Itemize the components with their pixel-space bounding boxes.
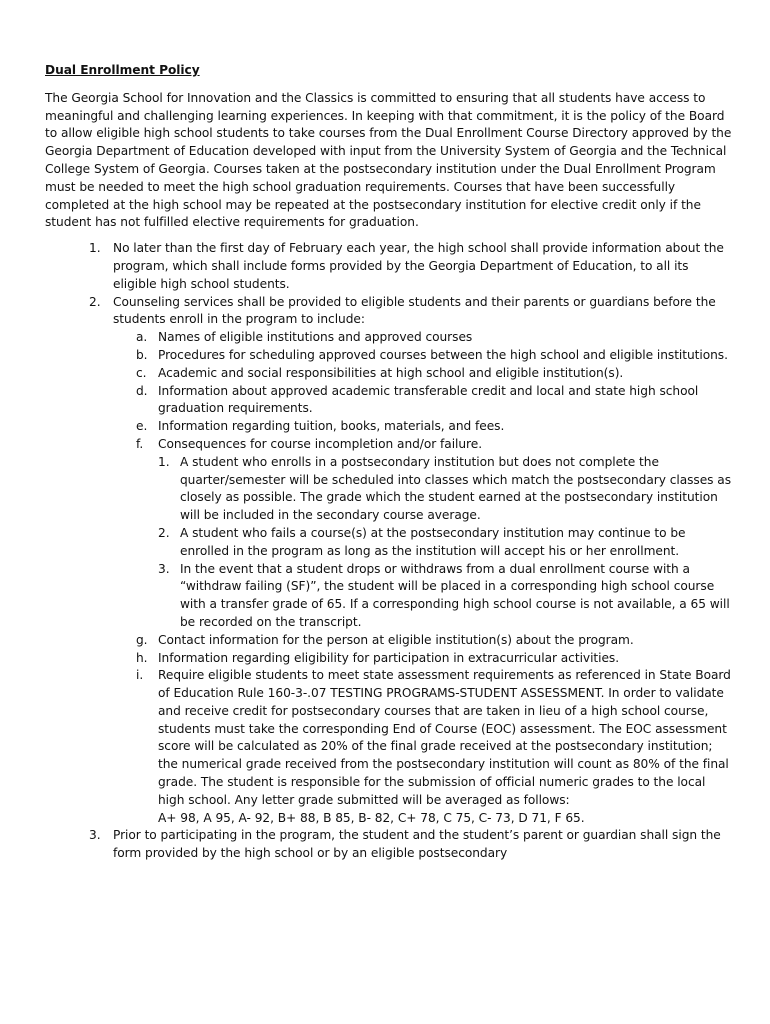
grade-scale: A+ 98, A 95, A- 92, B+ 88, B 85, B- 82, C+ 78, C 75, C- 73, D 71, F 65. — [158, 810, 585, 825]
sublist-letter: g. — [136, 632, 148, 647]
sublist-letter: e. — [136, 419, 148, 434]
sublist-letter: i. — [136, 668, 144, 683]
consequence-number: 3. — [158, 561, 170, 576]
counseling-sublist — [45, 329, 735, 827]
list-number: 2. — [89, 294, 101, 309]
sublist-item-text: Consequences for course incompletion and/or failure. — [158, 436, 483, 451]
sublist-item — [113, 329, 735, 347]
sublist-letter: c. — [136, 365, 147, 380]
sublist-item — [113, 383, 735, 419]
sublist-item-text: Information regarding tuition, books, materials, and fees. — [158, 419, 505, 434]
consequence-item — [158, 454, 735, 525]
policy-title: Dual Enrollment Policy — [45, 63, 200, 77]
sublist-letter: d. — [136, 383, 148, 398]
sublist-item — [113, 365, 735, 383]
document-page — [45, 62, 735, 863]
consequence-text: A student who enrolls in a postsecondary institution but does not complete the quarter/semester will be scheduled into classes which match the postsecondary classes as closely as possible. The grade which the student earned at the postsecondary institution will be included in the secondary course average. — [180, 454, 732, 523]
sublist-item-text: Contact information for the person at eligible institution(s) about the program. — [158, 632, 634, 647]
sublist-item-text: Information about approved academic transferable credit and local and state high school graduation requirements. — [158, 383, 699, 416]
sublist-letter: h. — [136, 650, 148, 665]
consequence-item — [158, 561, 735, 632]
intro-paragraph: The Georgia School for Innovation and the Classics is committed to ensuring that all students have access to meaningful and challenging learning experiences. In keeping with that commitment, it is the policy of the Board to allow eligible high school students to take courses from the Dual Enrollment Course Directory approved by the Georgia Department of Education developed with input from the University System of Georgia and the Technical College System of Georgia. Courses taken at the postsecondary institution under the Dual Enrollment Program must be needed to meet the high school graduation requirements. Courses that have been successfully completed at the high school may be repeated at the postsecondary institution for elective credit only if the student has not fulfilled elective requirements for graduation. — [45, 90, 732, 230]
sublist-item — [113, 667, 735, 827]
sublist-item-text: Require eligible students to meet state assessment requirements as referenced in State Board of Education Rule 160-3-.07 TESTING PROGRAMS-STUDENT ASSESSMENT. In order to validate and receive credit for postsecondary courses that are taken in lieu of a high school course, students must take the corresponding End of Course (EOC) assessment. The EOC assessment score will be calculated as 20% of the final grade received at the postsecondary institution; the numerical grade received from the postsecondary institution will count as 80% of the final grade. The student is responsible for the submission of official numeric grades to the local high school. Any letter grade submitted will be averaged as follows: — [158, 668, 731, 807]
list-item-text: No later than the first day of February each year, the high school shall provide information about the program, which shall include forms provided by the Georgia Department of Education, to all its eligible high school students. — [113, 241, 724, 291]
consequence-number: 2. — [158, 525, 170, 540]
consequences-sublist — [158, 454, 735, 632]
sublist-item — [113, 347, 735, 365]
policy-list — [45, 240, 735, 863]
sublist-item — [113, 418, 735, 436]
sublist-item-text: Names of eligible institutions and approved courses — [158, 330, 473, 345]
sublist-letter: b. — [136, 347, 148, 362]
sublist-item-text: Procedures for scheduling approved courses between the high school and eligible institutions. — [158, 347, 728, 362]
consequence-item — [158, 525, 735, 561]
sublist-letter: f. — [136, 436, 144, 451]
consequence-text: In the event that a student drops or withdraws from a dual enrollment course with a “withdraw failing (SF)”, the student will be placed in a corresponding high school course with a transfer grade of 65. If a corresponding high school course is not available, a 65 will be recorded on the transcript. — [180, 561, 730, 629]
sublist-item — [113, 632, 735, 650]
list-item-text: Prior to participating in the program, the student and the student’s parent or guardian shall sign the form provided by the high school or by an eligible postsecondary — [113, 828, 721, 861]
sublist-letter: a. — [136, 330, 148, 345]
consequence-number: 1. — [158, 454, 170, 469]
list-item — [45, 240, 735, 293]
list-item — [45, 294, 735, 828]
sublist-item-text: Information regarding eligibility for participation in extracurricular activities. — [158, 650, 620, 665]
sublist-item — [113, 650, 735, 668]
list-number: 3. — [89, 828, 101, 843]
list-number: 1. — [89, 241, 101, 256]
sublist-item-text: Academic and social responsibilities at high school and eligible institution(s). — [158, 365, 624, 380]
list-item-text: Counseling services shall be provided to eligible students and their parents or guardians before the students enroll in the program to include: — [113, 294, 716, 327]
consequence-text: A student who fails a course(s) at the postsecondary institution may continue to be enrolled in the program as long as the institution will accept his or her enrollment. — [180, 525, 686, 558]
list-item — [45, 827, 735, 863]
sublist-item — [113, 436, 735, 632]
